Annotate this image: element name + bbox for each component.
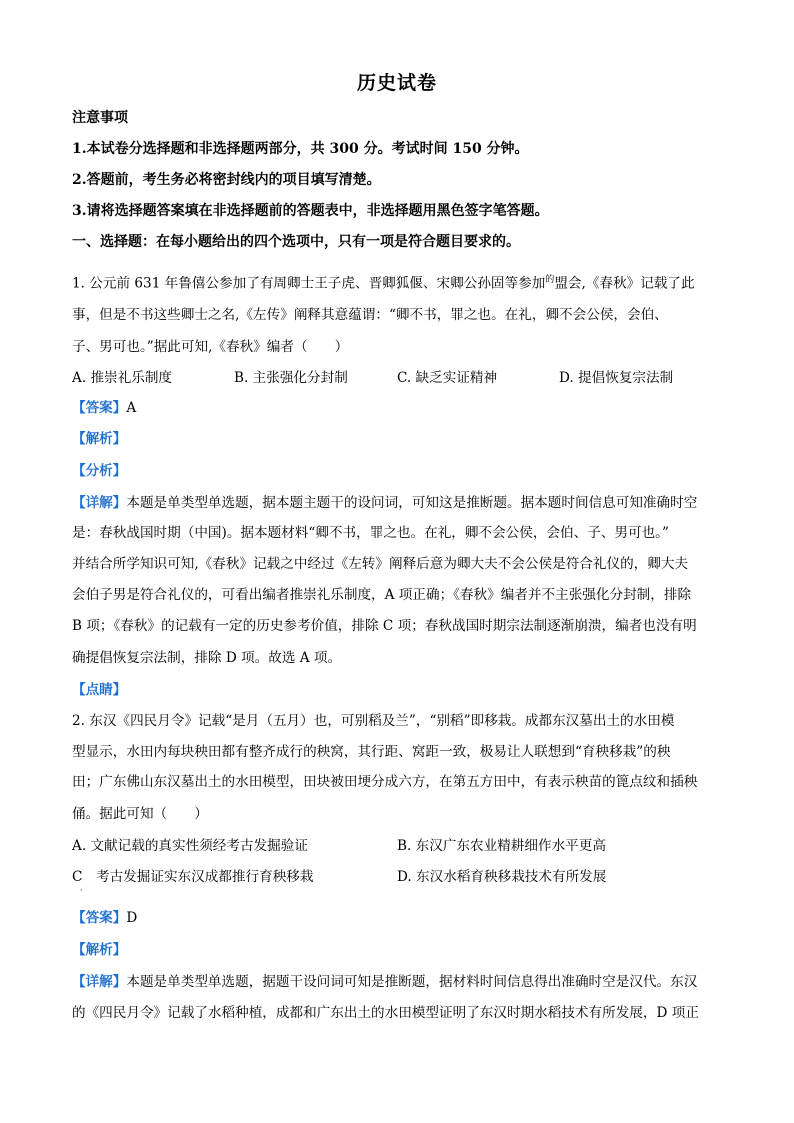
page-title: 历史试卷 (356, 72, 437, 94)
option-b: B. 主张强化分封制 (234, 370, 348, 386)
option-c: C. 缺乏实证精神 (397, 370, 498, 386)
bracket-tag: 【分析】 (72, 463, 127, 479)
detail-line: 会伯子男是符合礼仪的，可看出编者推崇礼乐制度，A 项正确；《春秋》编者并不主张强化分封制，排除 (72, 587, 692, 603)
detail-line: 并结合所学知识可知,《春秋》记载之中经过《左转》阐释后意为卿大夫不会公侯是符合礼仪的，卿大夫 (72, 556, 689, 572)
stray-mark: · (80, 886, 83, 895)
detail-line: 是：春秋战国时期（中国)。据本题材料“卿不书，罪之也。在礼，卿不会公侯，会伯、子、男可也。” (72, 525, 669, 541)
question-2-line: 2. 东汉《四民月令》记载“是月（五月）也，可别稻及兰”，“别稻”即移栽。成都东汉墓出土的水田模 (72, 713, 675, 729)
analysis-label (72, 429, 126, 449)
option-a: A. 推崇礼乐制度 (72, 370, 173, 386)
question-1-line: 事，但是不书这些卿士之名,《左传》阐释其意蕴谓：“卿不书，罪之也。在礼，卿不会公侯，会伯、 (72, 307, 668, 323)
bracket-tag: 【点睛】 (72, 682, 127, 698)
question-1-line: 1. 公元前 631 年鲁僖公参加了有周卿士王子虎、晋卿狐偃、宋卿公孙固等参加 (72, 275, 546, 292)
fenxi-label (72, 461, 126, 481)
option-b: B. 东汉广东农业精耕细作水平更高 (397, 838, 606, 854)
answer-label: 【答案】D (72, 910, 138, 926)
option-d: D. 提倡恢复宗法制 (559, 370, 674, 386)
question-1-line: 子、男可也。”据此可知,《春秋》编者（ ） (72, 339, 349, 355)
notice-item: 3.请将选择题答案填在非选择题前的答题表中，非选择题用黑色签字笔答题。 (72, 203, 549, 219)
notice-item: 2.答题前，考生务必将密封线内的项目填写清楚。 (72, 172, 381, 188)
bracket-tag: 【解析】 (72, 431, 127, 447)
question-2-line: 型显示，水田内每块秧田都有整齐成行的秧窝，其行距、窝距一致，极易让人联想到“育秧移栽”的秧 (72, 744, 671, 760)
detail-line: 【详解】本题是单类型单选题，据本题主题干的设问词，可知这是推断题。据本题时间信息可知准确时空 (72, 495, 698, 511)
question-1-superscript: 的 (545, 275, 555, 285)
option-c: C 考古发掘证实东汉成都推行育秧移栽 (72, 869, 314, 885)
bracket-tag: 【详解】 (72, 974, 127, 990)
question-2-line: 田；广东佛山东汉墓出土的水田模型，田块被田埂分成六方，在第五方田中，有表示秧苗的篦点纹和插秧 (72, 774, 698, 790)
bracket-tag: 【答案】 (72, 910, 127, 926)
bracket-tag: 【详解】 (72, 495, 127, 511)
detail-line: 确提倡恢复宗法制，排除 D 项。故选 A 项。 (72, 650, 342, 666)
notice-item: 1.本试卷分选择题和非选择题两部分，共 300 分。考试时间 150 分钟。 (72, 141, 529, 157)
detail-line: B 项；《春秋》的记载有一定的历史参考价值，排除 C 项；春秋战国时期宗法制逐渐崩溃，编者也没有明 (72, 618, 697, 634)
detail-line: 【详解】本题是单类型单选题，据题干设问词可知是推断题，据材料时间信息得出准确时空是汉代。东汉 (72, 974, 698, 990)
option-a: A. 文献记载的真实性须经考古发掘验证 (72, 838, 308, 854)
analysis-label (72, 940, 126, 960)
notice-heading: 注意事项 (72, 110, 128, 126)
section-heading: 一、选择题：在每小题给出的四个选项中，只有一项是符合题目要求的。 (72, 234, 520, 250)
option-d: D. 东汉水稻育秧移栽技术有所发展 (397, 869, 607, 885)
bracket-tag: 【答案】 (72, 400, 127, 416)
answer-label: 【答案】A (72, 400, 137, 416)
question-1-line: 盟会,《春秋》记载了此 (554, 275, 695, 292)
dianjing-label (72, 680, 126, 700)
bracket-tag: 【解析】 (72, 942, 127, 958)
detail-line: 的《四民月令》记载了水稻种植，成都和广东出土的水田模型证明了东汉时期水稻技术有所发展，D 项正 (72, 1005, 699, 1021)
question-2-line: 俑。据此可知（ ） (72, 806, 208, 822)
question-1-text (72, 270, 695, 294)
